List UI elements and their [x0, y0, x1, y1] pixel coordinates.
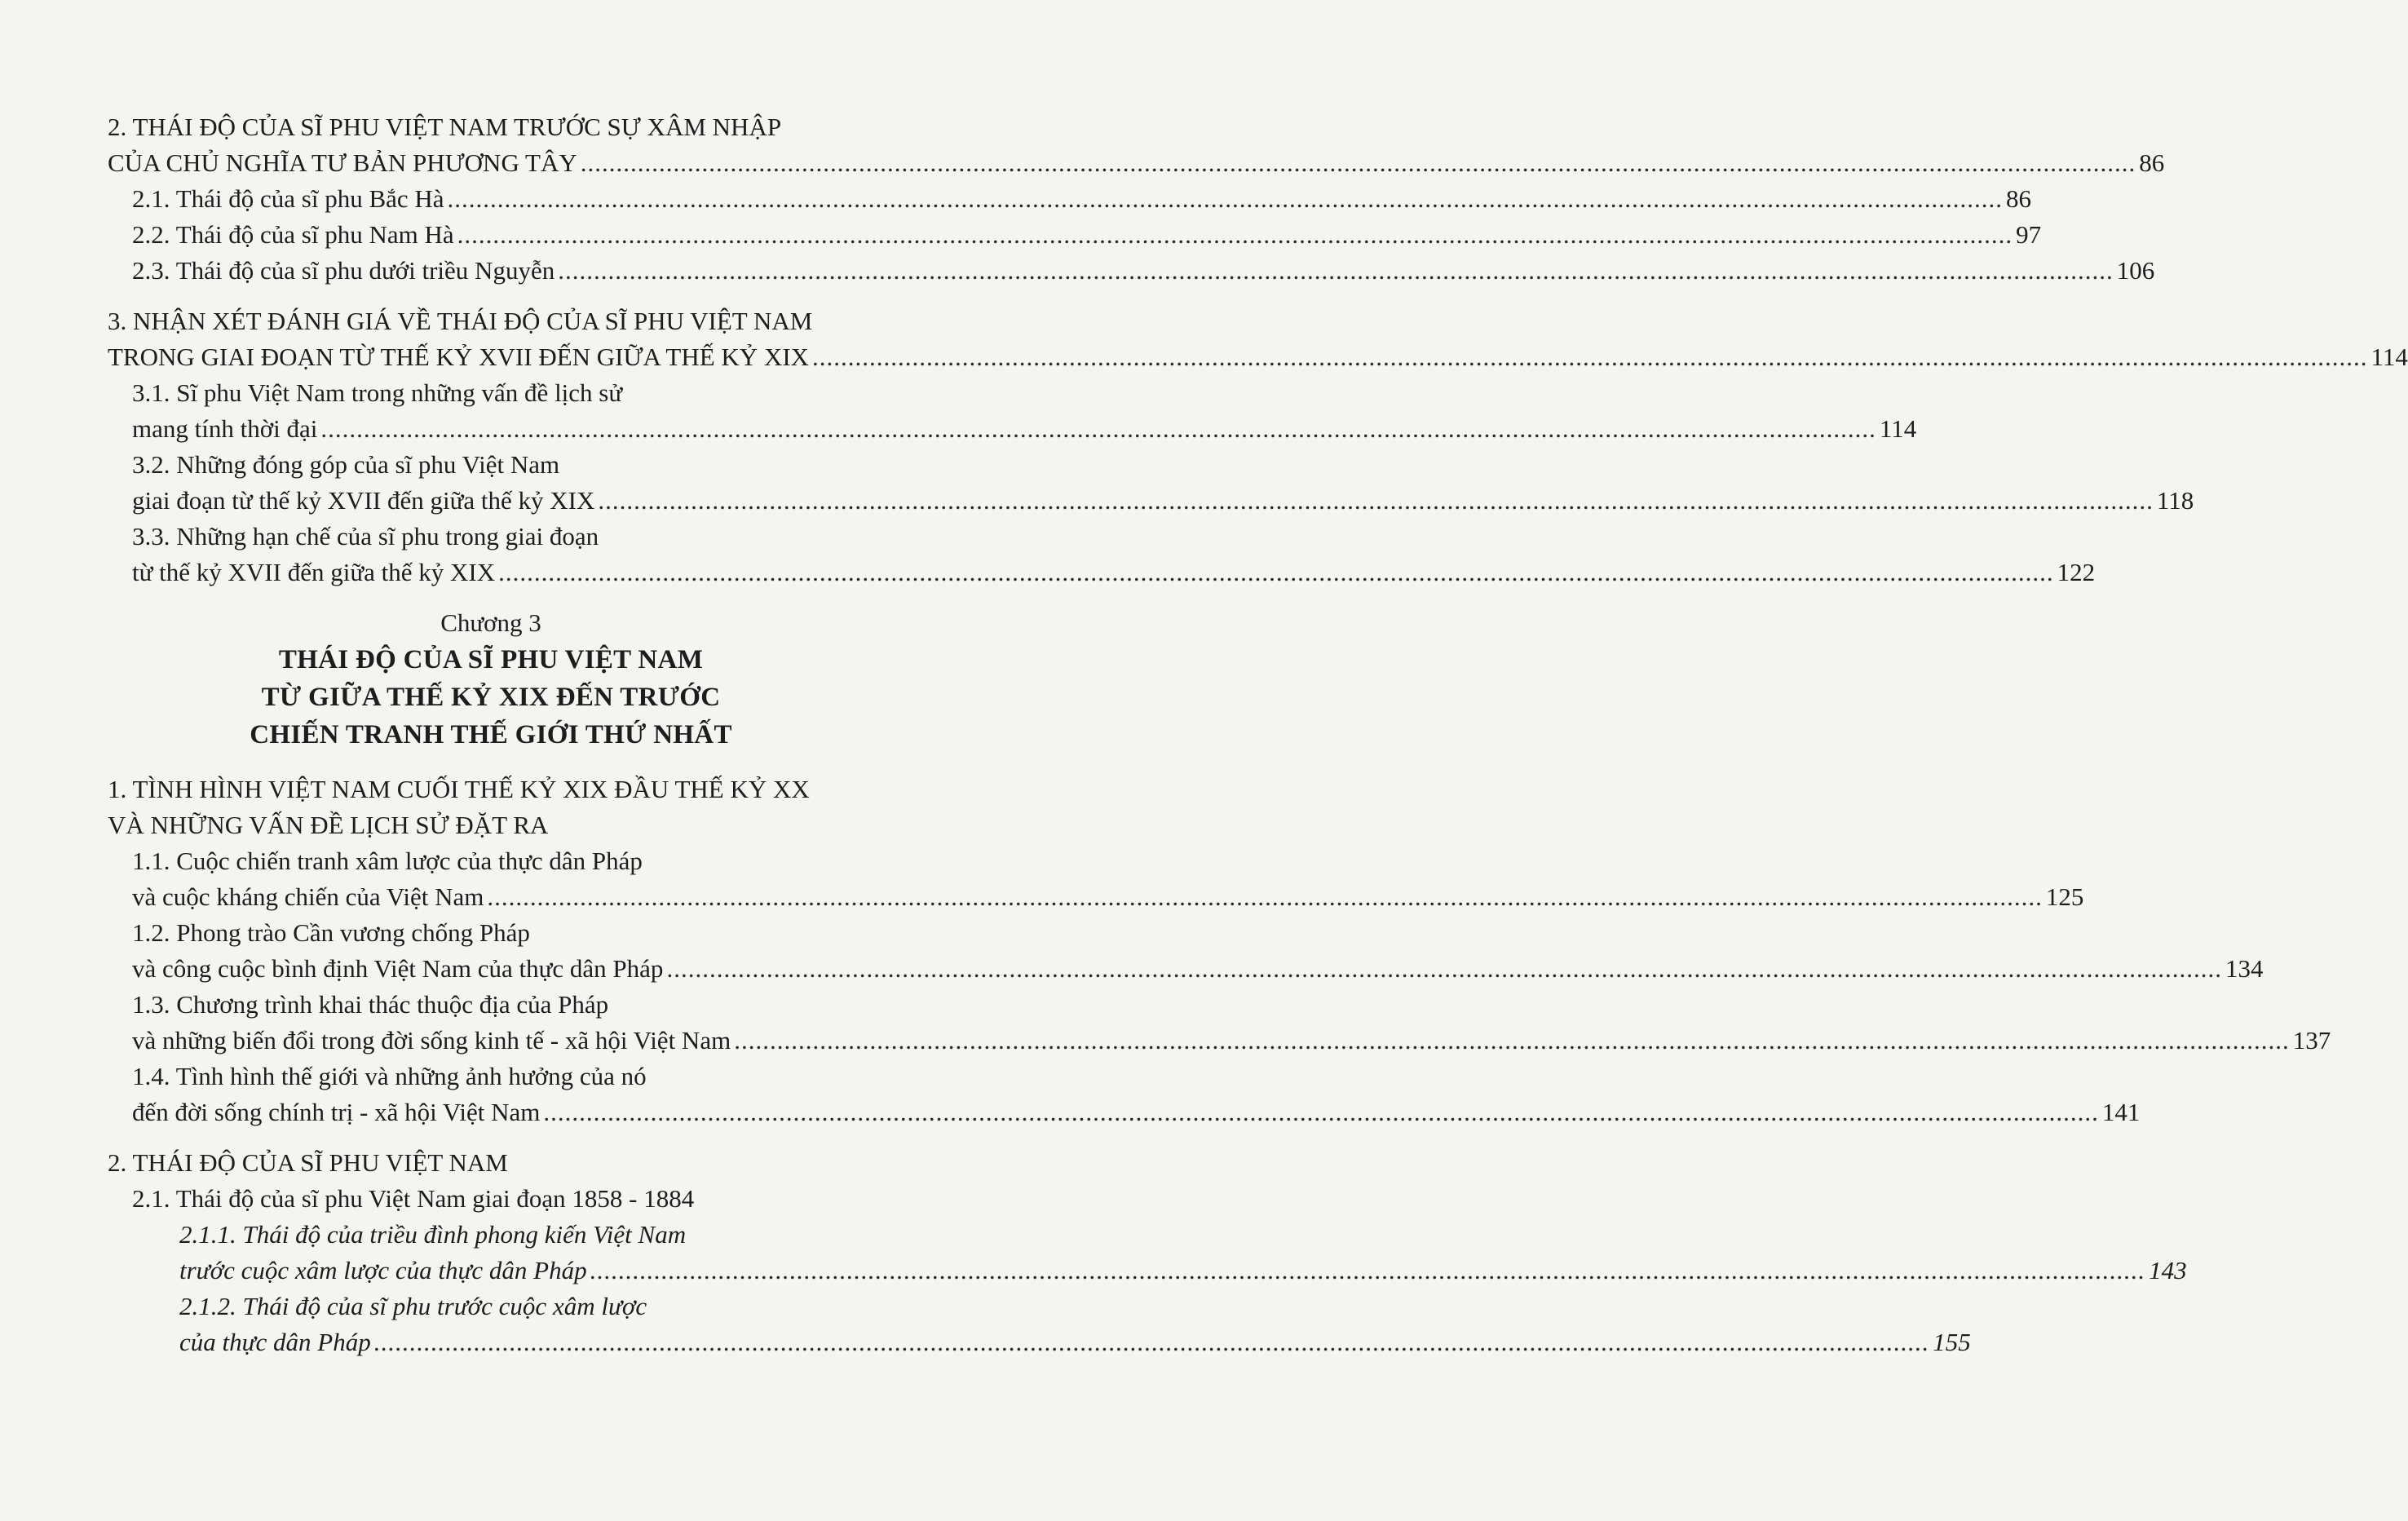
toc-section-c3-2	[108, 1145, 2187, 1360]
entry-label-cont: đến đời sống chính trị - xã hội Việt Nam	[132, 1098, 541, 1126]
subsection-title: 2.1. Thái độ của sĩ phu Việt Nam giai đoạn 1858 - 1884	[132, 1184, 695, 1213]
entry-label: 1.1. Cuộc chiến tranh xâm lược của thực dân Pháp	[132, 847, 643, 875]
toc-entry	[132, 879, 2084, 915]
dot-leader: ..........................................................................................................................................................................................................................	[457, 220, 2013, 249]
toc-section-3	[108, 303, 2408, 590]
toc-entry	[179, 1253, 2187, 1289]
toc-entry	[132, 181, 2032, 217]
section-title: 1. TÌNH HÌNH VIỆT NAM CUỐI THẾ KỶ XIX ĐẦU THẾ KỶ XX	[108, 775, 810, 803]
entry-label: 2.1.2. Thái độ của sĩ phu trước cuộc xâm lược	[179, 1292, 647, 1320]
entry-label: 1.4. Tình hình thế giới và những ảnh hưởng của nó	[132, 1062, 647, 1090]
page-number: 141	[2101, 1098, 2141, 1126]
entry-label: 3.3. Những hạn chế của sĩ phu trong giai đoạn	[132, 522, 599, 550]
page-number: 118	[2156, 486, 2194, 515]
page-number: 114	[1879, 414, 1917, 443]
toc-entry	[132, 1023, 2331, 1059]
toc-entry	[132, 411, 1917, 447]
toc-entry	[132, 1094, 2141, 1130]
toc-section-c3-1	[108, 772, 2331, 1130]
dot-leader: ..........................................................................................................................................................................................................................	[580, 148, 2136, 177]
entry-label: 1.2. Phong trào Cần vương chống Pháp	[132, 918, 530, 947]
entry-label-cont: và những biến đổi trong đời sống kinh tế - xã hội Việt Nam	[132, 1026, 731, 1055]
dot-leader: ..........................................................................................................................................................................................................................	[373, 1328, 1930, 1356]
page-number: 86	[2139, 148, 2165, 177]
dot-leader: ..........................................................................................................................................................................................................................	[558, 256, 2114, 285]
chapter-title: THÁI ĐỘ CỦA SĨ PHU VIỆT NAM	[278, 645, 704, 674]
section-title: 3. NHẬN XÉT ĐÁNH GIÁ VỀ THÁI ĐỘ CỦA SĨ PHU VIỆT NAM	[108, 307, 813, 335]
page-number: 137	[2292, 1026, 2331, 1055]
page-number: 97	[2016, 220, 2042, 249]
page-number: 134	[2225, 954, 2264, 983]
entry-label: 2.2. Thái độ của sĩ phu Nam Hà	[132, 220, 454, 249]
section-title: 2. THÁI ĐỘ CỦA SĨ PHU VIỆT NAM TRƯỚC SỰ XÂM NHẬP	[108, 113, 782, 141]
dot-leader: ..........................................................................................................................................................................................................................	[734, 1026, 2290, 1055]
dot-leader: ..........................................................................................................................................................................................................................	[320, 414, 1876, 443]
page-number: 143	[2149, 1256, 2187, 1284]
entry-label: 1.3. Chương trình khai thác thuộc địa của Pháp	[132, 990, 609, 1019]
dot-leader: ..........................................................................................................................................................................................................................	[666, 954, 2222, 983]
chapter-heading	[108, 605, 874, 754]
dot-leader: ..........................................................................................................................................................................................................................	[487, 882, 2043, 911]
entry-label-cont: mang tính thời đại	[132, 414, 318, 443]
chapter-title: CHIẾN TRANH THẾ GIỚI THỨ NHẤT	[250, 720, 732, 749]
table-of-contents	[108, 109, 2408, 1360]
toc-entry	[132, 217, 2042, 253]
entry-label-cont: của thực dân Pháp	[179, 1328, 371, 1356]
entry-label-cont: trước cuộc xâm lược của thực dân Pháp	[179, 1256, 587, 1284]
dot-leader: ..........................................................................................................................................................................................................................	[598, 486, 2154, 515]
page-number: 155	[1933, 1328, 1971, 1356]
dot-leader: ..........................................................................................................................................................................................................................	[590, 1256, 2146, 1284]
entry-label: 3.1. Sĩ phu Việt Nam trong những vấn đề lịch sử	[132, 378, 623, 407]
toc-entry	[132, 483, 2194, 519]
section-title-cont: VÀ NHỮNG VẤN ĐỀ LỊCH SỬ ĐẶT RA	[108, 811, 549, 839]
toc-entry	[108, 145, 2165, 181]
entry-label-cont: và công cuộc bình định Việt Nam của thực dân Pháp	[132, 954, 664, 983]
toc-entry	[179, 1324, 1971, 1360]
toc-entry	[132, 951, 2264, 987]
toc-entry	[132, 555, 2096, 590]
entry-label: 3.2. Những đóng góp của sĩ phu Việt Nam	[132, 450, 560, 479]
entry-label: 2.1. Thái độ của sĩ phu Bắc Hà	[132, 184, 444, 213]
toc-entry	[132, 253, 2155, 289]
dot-leader: ..........................................................................................................................................................................................................................	[498, 558, 2054, 586]
entry-label: 2.3. Thái độ của sĩ phu dưới triều Nguyễn	[132, 256, 555, 285]
entry-label-cont: giai đoạn từ thế kỷ XVII đến giữa thế kỷ XIX	[132, 486, 595, 515]
section-title: 2. THÁI ĐỘ CỦA SĨ PHU VIỆT NAM	[108, 1148, 508, 1177]
section-title-cont: TRONG GIAI ĐOẠN TỪ THẾ KỶ XVII ĐẾN GIỮA THẾ KỶ XIX	[108, 343, 810, 371]
section-title-cont: CỦA CHỦ NGHĨA TƯ BẢN PHƯƠNG TÂY	[108, 148, 577, 177]
entry-label-cont: từ thế kỷ XVII đến giữa thế kỷ XIX	[132, 558, 496, 586]
page-number: 86	[2006, 184, 2032, 213]
dot-leader: ..........................................................................................................................................................................................................................	[812, 343, 2368, 371]
chapter-label: Chương 3	[440, 608, 541, 637]
toc-section-2	[108, 109, 2165, 289]
page-number: 125	[2045, 882, 2084, 911]
toc-entry	[108, 339, 2408, 375]
page-number: 106	[2116, 256, 2155, 285]
page-number: 122	[2057, 558, 2096, 586]
entry-label-cont: và cuộc kháng chiến của Việt Nam	[132, 882, 484, 911]
chapter-title: TỪ GIỮA THẾ KỶ XIX ĐẾN TRƯỚC	[261, 683, 721, 712]
entry-label: 2.1.1. Thái độ của triều đình phong kiến Việt Nam	[179, 1220, 687, 1249]
dot-leader: ..........................................................................................................................................................................................................................	[543, 1098, 2099, 1126]
page-number: 114	[2370, 343, 2408, 371]
dot-leader: ..........................................................................................................................................................................................................................	[447, 184, 2004, 213]
